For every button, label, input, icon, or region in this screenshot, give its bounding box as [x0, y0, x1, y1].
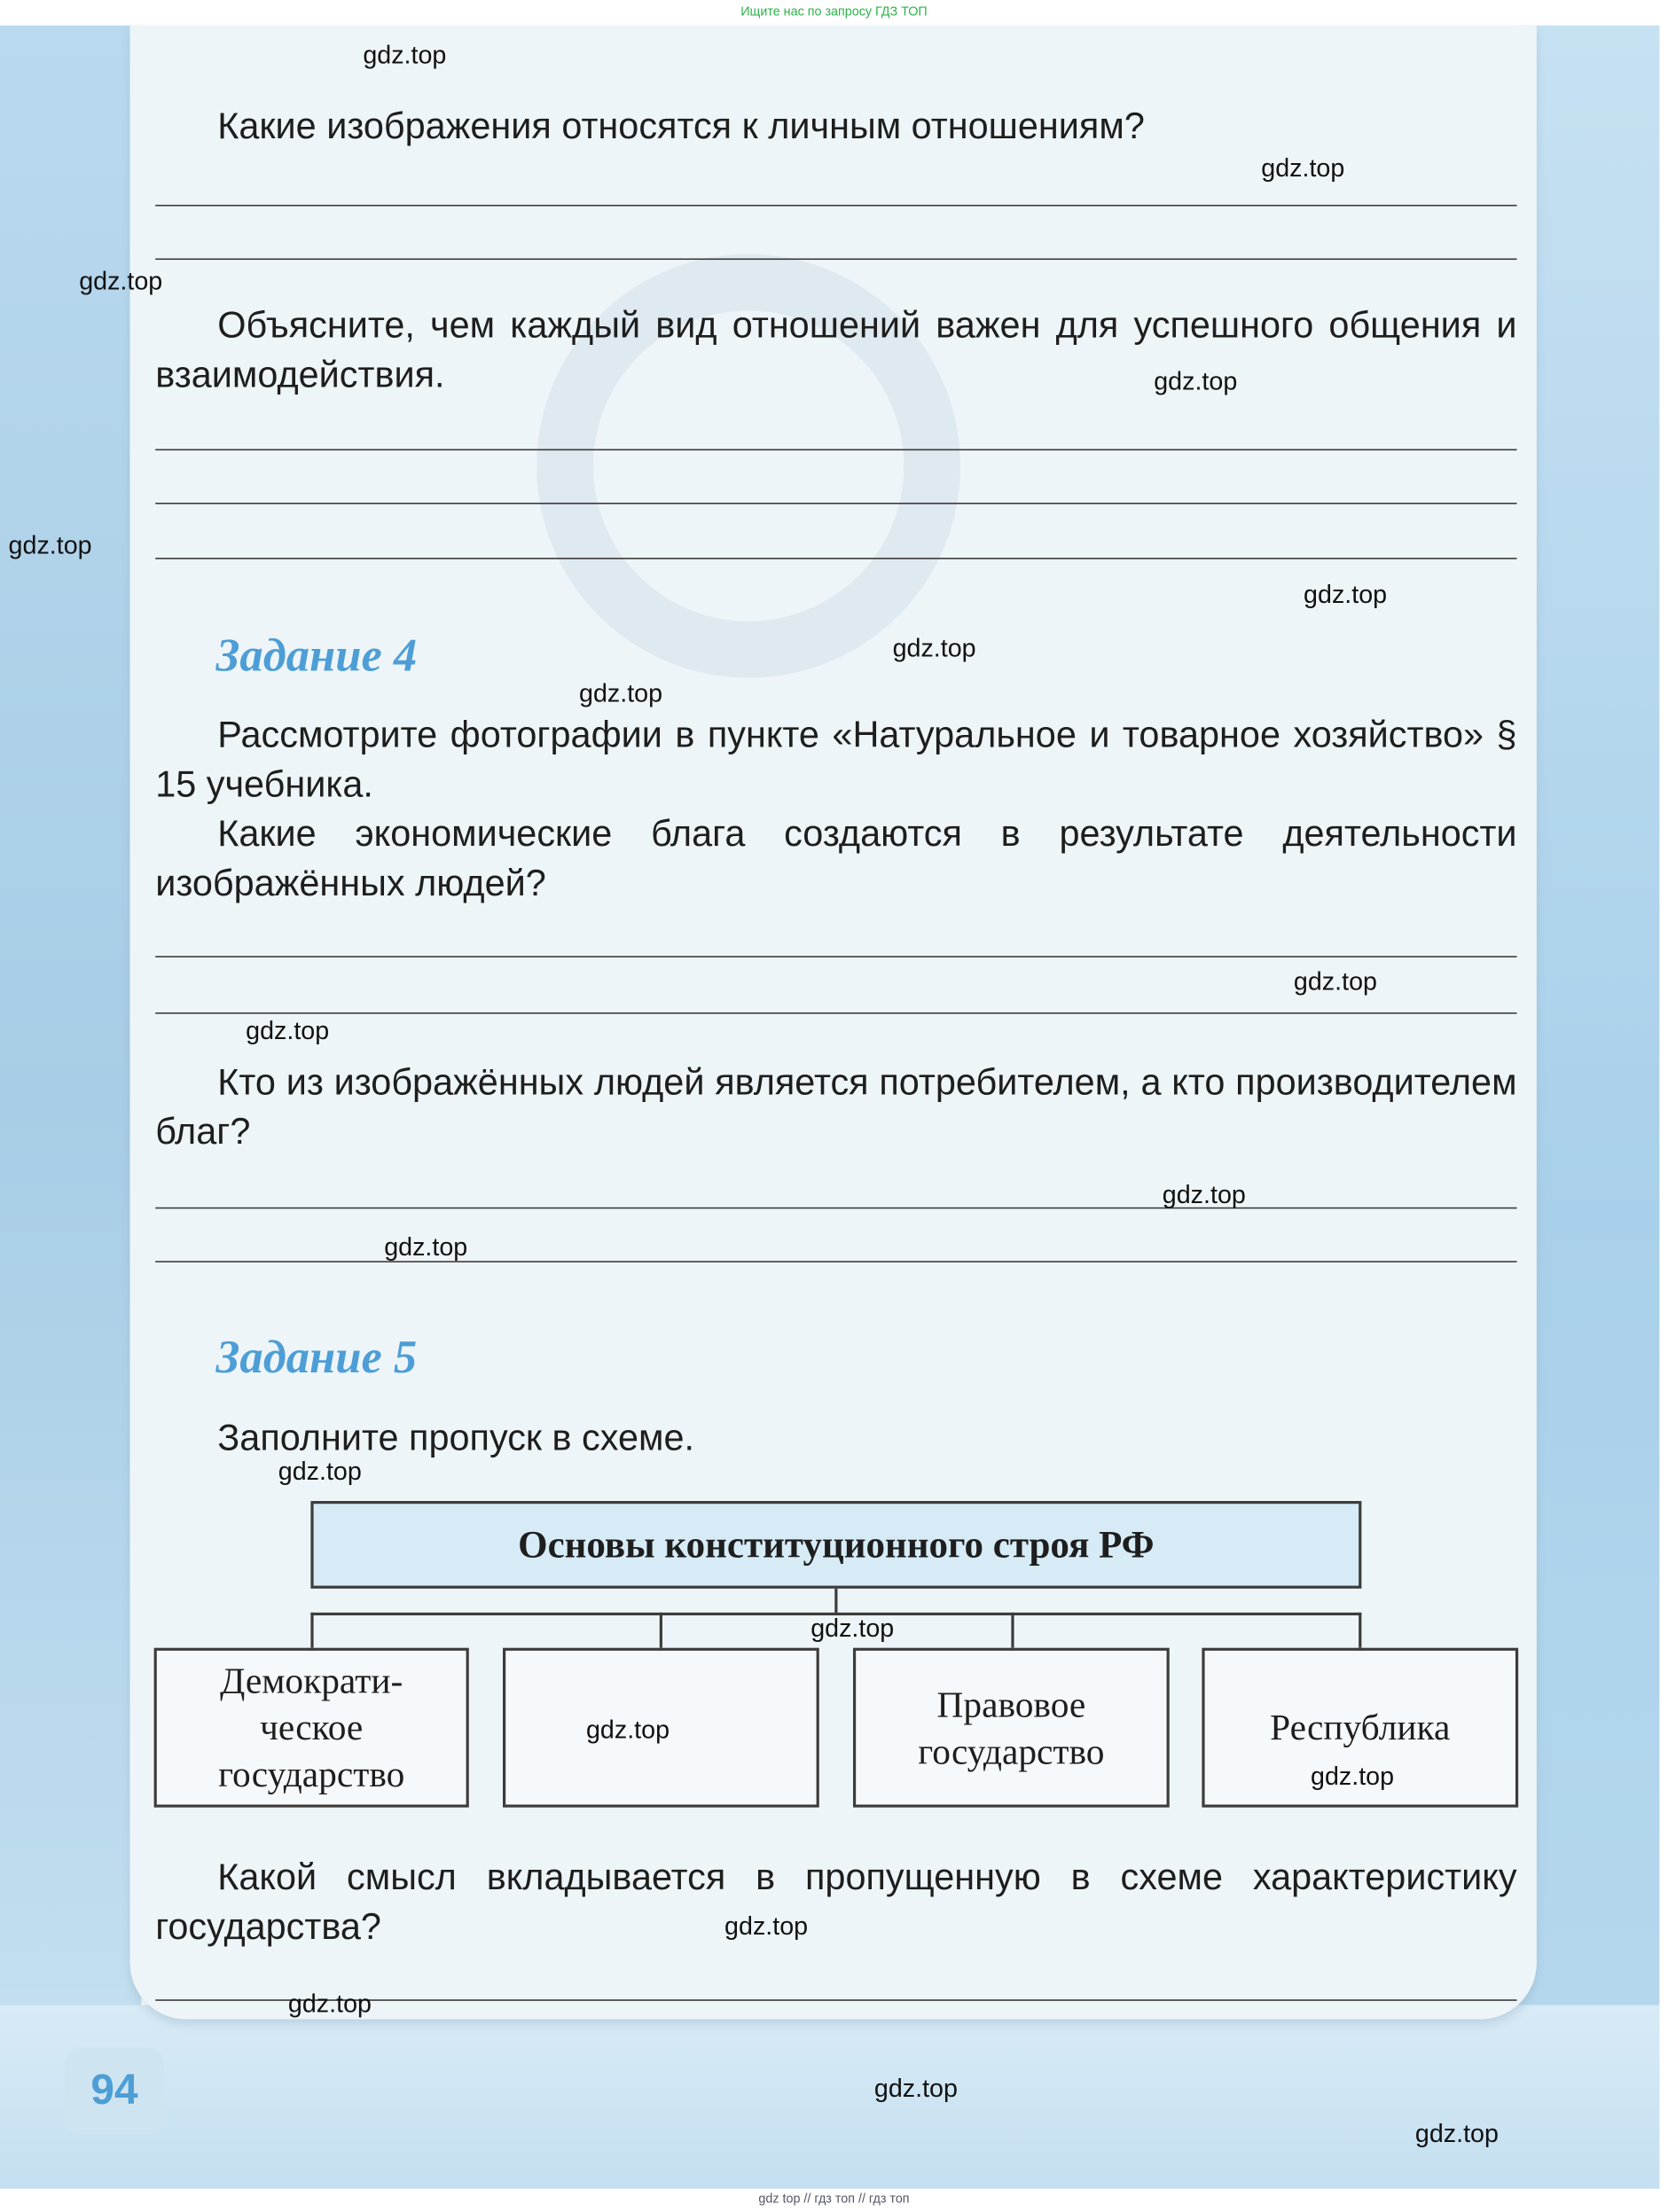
- task-4-question-consumer: Кто из изображённых людей является потребителем, а кто производителем благ?: [155, 1060, 1517, 1153]
- task-5-instruction: Заполните пропуск в схеме.: [217, 1416, 695, 1459]
- header-note: Ищите нас по запросу ГДЗ ТОП: [740, 4, 928, 19]
- watermark: gdz.top: [1311, 1762, 1395, 1791]
- footer-note: gdz top // гдз топ // гдз топ: [758, 2191, 910, 2206]
- left-margin-background: [0, 26, 141, 2186]
- scheme-box-democratic: Демократи- ческое государство: [154, 1648, 469, 1808]
- watermark: gdz.top: [892, 634, 976, 662]
- task-4-title: Задание 4: [215, 630, 418, 683]
- watermark: gdz.top: [278, 1457, 362, 1486]
- watermark: gdz.top: [1414, 2119, 1499, 2148]
- answer-line: [155, 258, 1516, 260]
- watermark: gdz.top: [384, 1232, 468, 1262]
- question-personal-relations: Какие изображения относятся к личным отношениям?: [217, 104, 1145, 147]
- watermark: gdz.top: [8, 530, 92, 559]
- watermark: gdz.top: [579, 679, 663, 707]
- scheme-title-box: Основы конституционного строя РФ: [310, 1501, 1361, 1589]
- watermark: gdz.top: [811, 1614, 895, 1643]
- watermark: gdz.top: [1261, 153, 1345, 183]
- watermark: gdz.top: [873, 2074, 958, 2103]
- answer-line: [155, 449, 1516, 450]
- scheme-box-republic: Республика: [1202, 1648, 1518, 1808]
- scheme-connector: [660, 1613, 662, 1648]
- answer-line: [155, 956, 1516, 957]
- answer-line: [155, 503, 1516, 504]
- page-number: 94: [65, 2047, 163, 2135]
- answer-line: [155, 205, 1516, 207]
- bottom-margin-background: [0, 2005, 1659, 2189]
- task-5-title: Задание 5: [215, 1333, 418, 1384]
- answer-line: [155, 1208, 1516, 1209]
- watermark: gdz.top: [246, 1016, 330, 1045]
- watermark: gdz.top: [287, 1989, 372, 2018]
- answer-line: [155, 1012, 1516, 1014]
- task-5-question: Какой смысл вкладывается в пропущенную в схеме характеристику государства?: [155, 1855, 1517, 1948]
- answer-line: [155, 558, 1516, 559]
- watermark: gdz.top: [585, 1716, 670, 1744]
- watermark: gdz.top: [1293, 966, 1377, 996]
- watermark: gdz.top: [363, 41, 447, 70]
- question-explain-relations: Объясните, чем каждый вид отношений важен для успешного общения и взаимодействия.: [155, 303, 1517, 395]
- watermark: gdz.top: [724, 1911, 809, 1941]
- scheme-connector: [834, 1589, 837, 1614]
- scheme-connector: [310, 1613, 313, 1648]
- watermark: gdz.top: [1304, 580, 1388, 609]
- watermark: gdz.top: [1162, 1180, 1246, 1209]
- task-4-instruction: Рассмотрите фотографии в пункте «Натуральное и товарное хозяйство» § 15 учебника.: [155, 713, 1517, 805]
- watermark: gdz.top: [1154, 367, 1238, 395]
- scheme-box-rule-of-law: Правовое государство: [853, 1648, 1170, 1808]
- scheme-connector: [1011, 1613, 1014, 1648]
- right-margin-background: [1518, 26, 1659, 2186]
- task-4-question-goods: Какие экономические блага создаются в результате деятельности изображённых людей?: [155, 811, 1517, 904]
- watermark: gdz.top: [79, 267, 163, 295]
- answer-line: [155, 1261, 1516, 1262]
- scheme-connector: [1359, 1613, 1361, 1648]
